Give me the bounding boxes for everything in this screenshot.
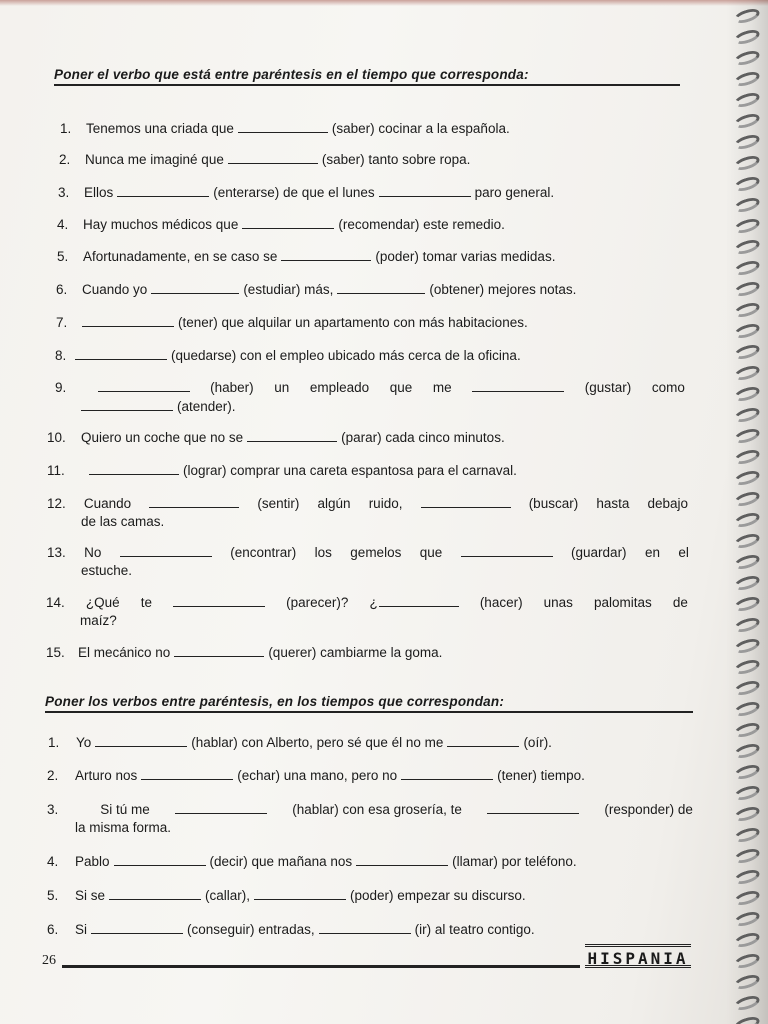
spiral-coil	[733, 321, 761, 340]
spiral-coil	[733, 783, 761, 802]
s1-item-8: 8. (quedarse) con el empleo ubicado más cerca de la oficina.	[55, 348, 521, 363]
spiral-coil	[733, 657, 761, 676]
spiral-coil	[733, 972, 761, 991]
answer-blank[interactable]	[228, 150, 318, 164]
spiral-coil	[733, 720, 761, 739]
s2-item-4: 4. Pablo (decir) que mañana nos (llamar) por teléfono.	[47, 854, 577, 869]
s1-item-7: 7. (tener) que alquilar un apartamento con más habitaciones.	[56, 315, 528, 330]
answer-blank[interactable]	[379, 183, 471, 197]
answer-blank[interactable]	[95, 733, 187, 747]
spiral-coil	[733, 867, 761, 886]
spiral-coil	[733, 909, 761, 928]
s1-item-2: 2. Nunca me imaginé que (saber) tanto sobre ropa.	[59, 152, 471, 167]
footer-rule	[62, 965, 580, 968]
answer-blank[interactable]	[98, 378, 190, 392]
spiral-coil	[733, 384, 761, 403]
s1-item-9: 9. (haber) un empleado que me (gustar) como (atender).	[55, 380, 685, 414]
s1-item-14: 14. ¿Qué te (parecer)? ¿ (hacer) unas palomitas de maíz?	[46, 595, 688, 628]
spiral-coil	[733, 300, 761, 319]
s1-item-10: 10. Quiero un coche que no se (parar) cada cinco minutos.	[47, 430, 505, 445]
spiral-coil	[733, 6, 761, 25]
answer-blank[interactable]	[114, 852, 206, 866]
spiral-coil	[733, 594, 761, 613]
s1-item-13: 13. No (encontrar) los gemelos que (guardar) en el estuche.	[47, 545, 689, 578]
spiral-coil	[733, 426, 761, 445]
answer-blank[interactable]	[109, 886, 201, 900]
spiral-coil	[733, 405, 761, 424]
spiral-coil	[733, 279, 761, 298]
answer-blank[interactable]	[242, 215, 334, 229]
s1-item-1: 1. Tenemos una criada que (saber) cocinar a la española.	[60, 121, 510, 136]
s1-item-11: 11. (lograr) comprar una careta espantosa para el carnaval.	[47, 463, 517, 478]
answer-blank[interactable]	[461, 543, 553, 557]
spiral-coil	[733, 342, 761, 361]
s2-item-1: 1. Yo (hablar) con Alberto, pero sé que él no me (oír).	[48, 735, 552, 750]
s1-item-12: 12. Cuando (sentir) algún ruido, (buscar) hasta debajo de las camas.	[47, 496, 688, 529]
answer-blank[interactable]	[120, 543, 212, 557]
s1-item-6: 6. Cuando yo (estudiar) más, (obtener) mejores notas.	[56, 282, 577, 297]
section-2-title-rule	[45, 711, 693, 713]
answer-blank[interactable]	[447, 733, 519, 747]
spiral-coil	[733, 111, 761, 130]
spiral-coil	[733, 69, 761, 88]
answer-blank[interactable]	[281, 247, 371, 261]
answer-blank[interactable]	[151, 280, 239, 294]
answer-blank[interactable]	[174, 643, 264, 657]
answer-blank[interactable]	[173, 593, 265, 607]
spiral-coil	[733, 678, 761, 697]
answer-blank[interactable]	[421, 494, 511, 508]
page-number: 26	[42, 953, 56, 968]
s2-item-2: 2. Arturo nos (echar) una mano, pero no (tener) tiempo.	[47, 768, 585, 783]
spiral-coil	[733, 573, 761, 592]
s1-item-3: 3. Ellos (enterarse) de que el lunes paro general.	[58, 185, 555, 200]
hispania-logo: HISPANIA	[585, 944, 691, 968]
s1-item-5: 5. Afortunadamente, en se caso se (poder) tomar varias medidas.	[57, 249, 556, 264]
spiral-coil	[733, 552, 761, 571]
spiral-coil	[733, 447, 761, 466]
answer-blank[interactable]	[238, 119, 328, 133]
spiral-coil	[733, 699, 761, 718]
s2-item-3: 3. Si tú me (hablar) con esa grosería, te (responder) de la misma forma.	[47, 802, 693, 835]
spiral-coil	[733, 1014, 761, 1024]
s1-item-4: 4. Hay muchos médicos que (recomendar) este remedio.	[57, 217, 505, 232]
answer-blank[interactable]	[356, 852, 448, 866]
spiral-coil	[733, 888, 761, 907]
spiral-coil	[733, 174, 761, 193]
section-1-title: Poner el verbo que está entre paréntesis en el tiempo que corresponda:	[54, 67, 529, 82]
spiral-coil	[733, 951, 761, 970]
answer-blank[interactable]	[487, 800, 579, 814]
answer-blank[interactable]	[247, 428, 337, 442]
answer-blank[interactable]	[141, 766, 233, 780]
answer-blank[interactable]	[472, 378, 564, 392]
spiral-coil	[733, 993, 761, 1012]
spiral-coil	[733, 216, 761, 235]
spiral-coil	[733, 510, 761, 529]
section-1-title-rule	[54, 84, 680, 86]
answer-blank[interactable]	[82, 313, 174, 327]
answer-blank[interactable]	[117, 183, 209, 197]
section-2-title: Poner los verbos entre paréntesis, en los tiempos que correspondan:	[45, 694, 505, 709]
answer-blank[interactable]	[254, 886, 346, 900]
spiral-coil	[733, 90, 761, 109]
answer-blank[interactable]	[75, 346, 167, 360]
spiral-coil	[733, 237, 761, 256]
answer-blank[interactable]	[401, 766, 493, 780]
spiral-coil	[733, 489, 761, 508]
answer-blank[interactable]	[91, 920, 183, 934]
s1-item-15: 15. El mecánico no (querer) cambiarme la goma.	[46, 645, 443, 660]
answer-blank[interactable]	[89, 461, 179, 475]
s2-item-6: 6. Si (conseguir) entradas, (ir) al teatro contigo.	[47, 922, 535, 937]
spiral-binding	[726, 0, 768, 1024]
spiral-coil	[733, 363, 761, 382]
spiral-coil	[733, 153, 761, 172]
spiral-coil	[733, 762, 761, 781]
spiral-coil	[733, 846, 761, 865]
answer-blank[interactable]	[175, 800, 267, 814]
answer-blank[interactable]	[319, 920, 411, 934]
spiral-coil	[733, 930, 761, 949]
spiral-coil	[733, 804, 761, 823]
spiral-coil	[733, 27, 761, 46]
spiral-coil	[733, 531, 761, 550]
s2-item-5: 5. Si se (callar), (poder) empezar su discurso.	[47, 888, 526, 903]
answer-blank[interactable]	[149, 494, 239, 508]
spiral-coil	[733, 636, 761, 655]
spiral-coil	[733, 195, 761, 214]
spiral-coil	[733, 468, 761, 487]
spiral-coil	[733, 615, 761, 634]
spiral-coil	[733, 48, 761, 67]
spiral-coil	[733, 741, 761, 760]
spiral-coil	[733, 132, 761, 151]
answer-blank[interactable]	[81, 397, 173, 411]
answer-blank[interactable]	[337, 280, 425, 294]
spiral-coil	[733, 258, 761, 277]
answer-blank[interactable]	[379, 593, 459, 607]
spiral-coil	[733, 825, 761, 844]
